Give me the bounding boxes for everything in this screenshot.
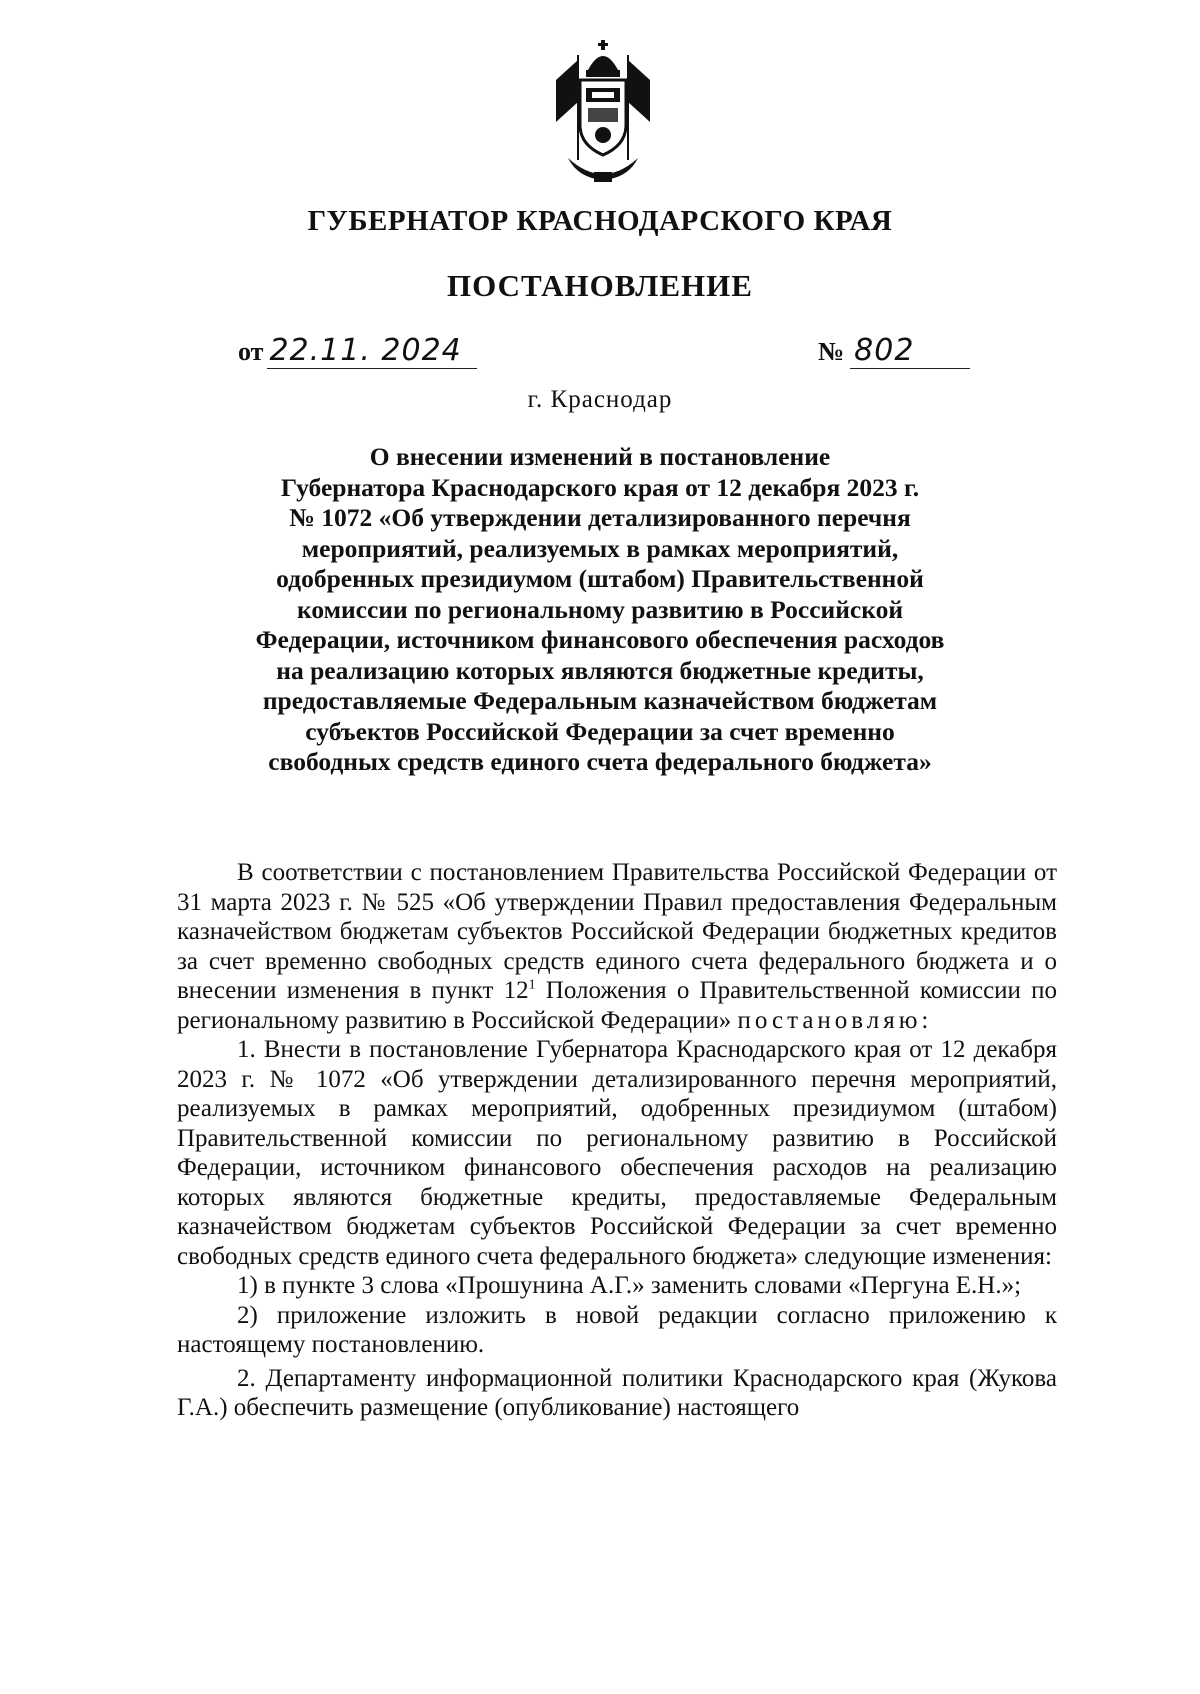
paragraph-item-1: 1. Внести в постановление Губернатора Краснодарского края от 12 декабря 2023 г. № 1072 «Об утверждении детализированного перечня мероприятий, реализуемых в рамках мероприятий, одобренных президиумом (штабом) Правительственной комиссии по региональному развитию в Российской Федерации, источником финансового обеспечения расходов на реализацию которых являются бюджетные кредиты, предоставляемые Федеральным казначейством бюджетам субъектов Российской Федерации за счет временно свободных средств единого счета федерального бюджета» следующие изменения: [177, 1036, 1057, 1270]
title-line: Федерации, источником финансового обеспечения расходов [255, 625, 945, 654]
krasnodar-krai-coat-of-arms-icon [548, 40, 658, 190]
title-line: О внесении изменений в постановление [369, 442, 831, 471]
issuing-authority: ГУБЕРНАТОР КРАСНОДАРСКОГО КРАЯ [307, 205, 893, 237]
title-line: свободных средств единого счета федерального бюджета» [268, 747, 932, 776]
issue-city: г. Краснодар [527, 386, 673, 413]
title-line: на реализацию которых являются бюджетные кредиты, [276, 655, 924, 685]
title-line: № 1072 «Об утверждении детализированного перечня [289, 503, 911, 532]
preamble-text: В соответствии с постановлением Правительства Российской Федерации от 31 марта 2023 г. № 525 «Об утверждении Правил предоставления Федеральным казначейством бюджетам субъектов Российской Федерации бюджетных кредитов за счет временно свободных средств единого счета федерального бюджета и о внесении изменения в пункт 12 [177, 859, 1057, 1004]
title-line: субъектов Российской Федерации за счет временно [305, 716, 895, 746]
document-number [818, 333, 970, 369]
title-line: мероприятий, реализуемых в рамках мероприятий, [301, 533, 899, 563]
paragraph-item-1-1: 1) в пункте 3 слова «Прошунина А.Г.» заменить словами «Пергуна Е.Н.»; [237, 1272, 1022, 1299]
title-line: Губернатора Краснодарского края от 12 декабря 2023 г. [280, 472, 920, 502]
handwritten-number: 802 [850, 333, 970, 369]
document-title [250, 442, 950, 778]
date-prefix: от [238, 337, 264, 366]
superscript: 1 [528, 977, 536, 993]
title-line: комиссии по региональному развитию в Российской [296, 594, 904, 624]
decree-word: постановляю: [737, 1006, 933, 1034]
document-type: ПОСТАНОВЛЕНИЕ [447, 268, 753, 303]
number-prefix: № [818, 337, 845, 366]
title-line: предоставляемые Федеральным казначейством бюджетам [262, 686, 938, 715]
preamble-paragraph [177, 858, 1057, 1035]
document-body [177, 858, 1057, 1423]
handwritten-date: 22.11. 2024 [267, 333, 477, 369]
title-line: одобренных президиумом (штабом) Правительственной [276, 564, 924, 593]
paragraph-item-2: 2. Департаменту информационной политики Краснодарского края (Жукова Г.А.) обеспечить размещение (опубликование) настоящего [177, 1364, 1057, 1421]
paragraph-item-1-2: 2) приложение изложить в новой редакции согласно приложению к настоящему постановлению. [177, 1301, 1057, 1358]
document-date [238, 333, 477, 369]
preamble-text-cont: Положения о Правительственной комиссии по региональному развитию в Российской Федерации» [177, 977, 1057, 1034]
